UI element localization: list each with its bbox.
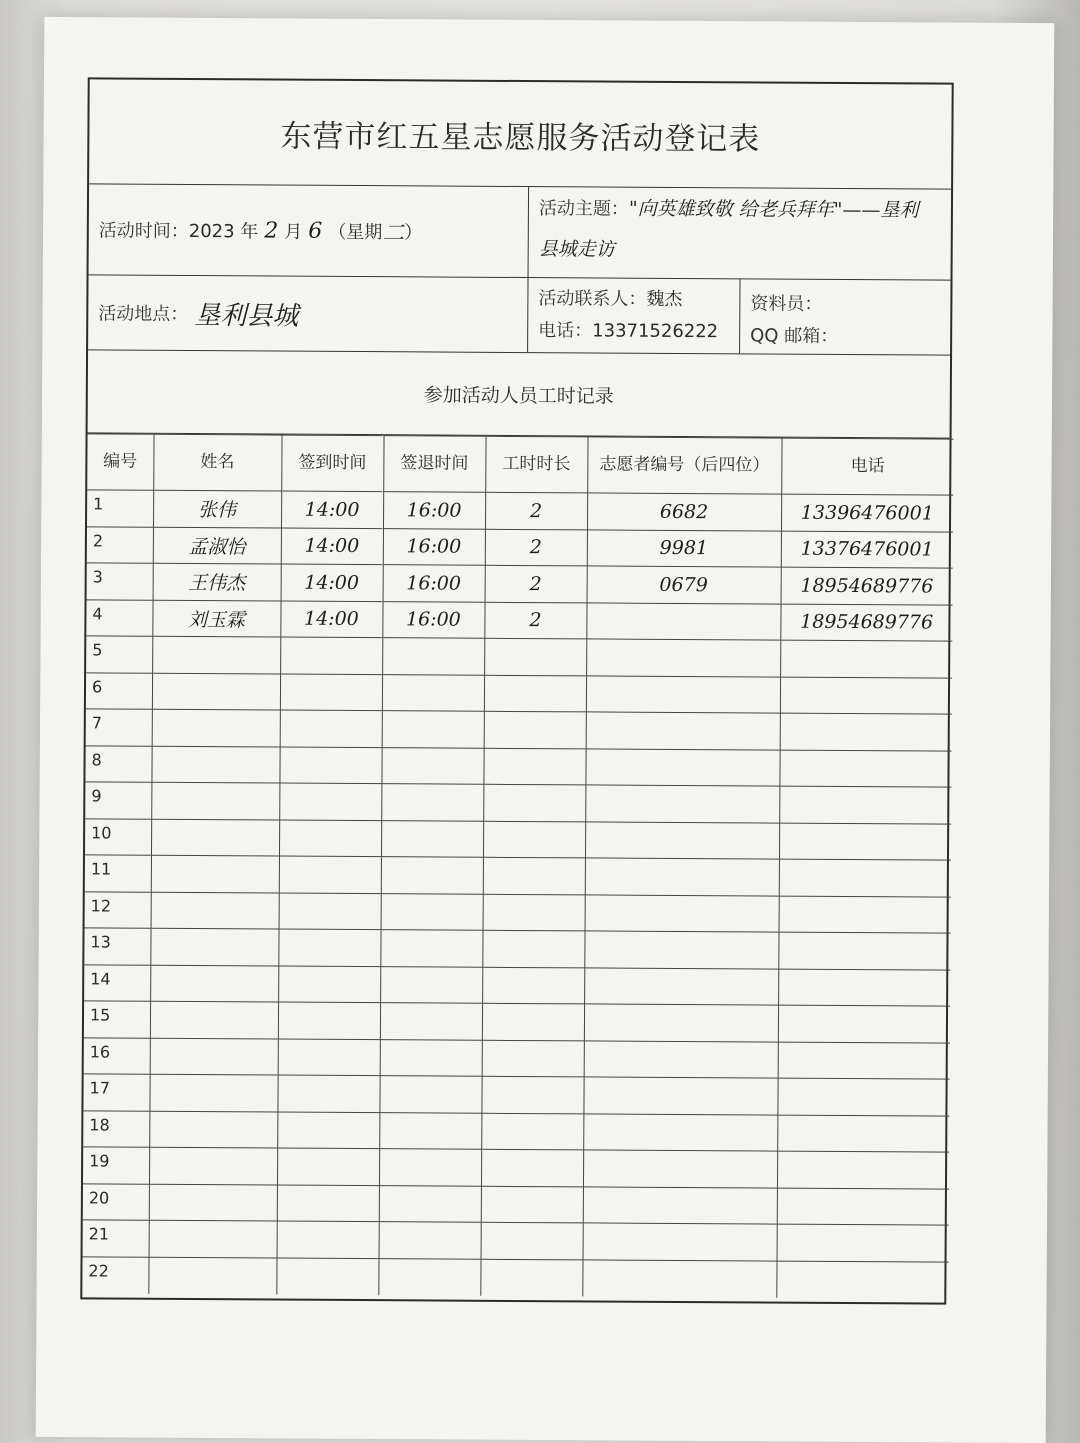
cell-no: 11 <box>85 855 151 892</box>
cell-phone <box>780 713 952 751</box>
contact-cell <box>528 278 740 353</box>
table-row <box>84 1037 950 1079</box>
cell-no: 14 <box>84 964 150 1001</box>
cell-no: 9 <box>85 782 151 819</box>
cell-phone: 18954689776 <box>781 567 953 605</box>
cell-vid <box>583 1077 777 1115</box>
cell-in <box>277 1148 379 1185</box>
cell-hours <box>484 675 586 712</box>
cell-phone <box>779 750 951 788</box>
cell-name <box>149 1111 277 1148</box>
volunteer-hours-table <box>82 433 953 1298</box>
cell-out <box>380 1039 482 1076</box>
activity-theme-line1: "向英雄致敬 给老兵拜年"——垦利 <box>628 197 919 222</box>
cell-name <box>151 819 279 856</box>
cell-in <box>279 783 381 820</box>
cell-vid <box>584 931 778 969</box>
cell-out <box>382 674 484 711</box>
cell-in <box>278 929 380 966</box>
table-row <box>83 1183 949 1225</box>
cell-name <box>152 636 280 673</box>
cell-hours: 2 <box>485 529 587 566</box>
table-body <box>82 490 953 1298</box>
cell-name <box>151 892 279 929</box>
cell-in: 14:00 <box>281 564 383 601</box>
activity-time-month: 2 <box>264 217 279 244</box>
cell-no: 1 <box>87 490 153 527</box>
contact-label: 活动联系人： <box>538 288 647 310</box>
column-header: 签退时间 <box>383 436 485 493</box>
cell-name <box>149 1184 277 1221</box>
cell-name: 刘玉霖 <box>152 600 280 637</box>
cell-phone <box>777 1115 949 1153</box>
cell-name <box>152 673 280 710</box>
table-row <box>87 526 953 568</box>
cell-out <box>382 711 484 748</box>
cell-hours: 2 <box>485 565 587 602</box>
column-header: 志愿者编号（后四位） <box>587 437 781 494</box>
activity-time-label: 活动时间： <box>98 220 189 242</box>
cell-vid <box>585 748 779 786</box>
cell-hours <box>483 894 585 931</box>
table-row <box>83 1074 949 1116</box>
cell-no: 19 <box>83 1147 149 1184</box>
cell-name <box>151 746 279 783</box>
cell-hours <box>482 967 584 1004</box>
cell-no: 4 <box>86 599 152 636</box>
cell-hours: 2 <box>484 602 586 639</box>
cell-hours <box>482 1040 584 1077</box>
cell-vid <box>586 675 780 713</box>
cell-no: 12 <box>85 891 151 928</box>
cell-no: 20 <box>83 1183 149 1220</box>
cell-hours <box>483 748 585 785</box>
table-row <box>85 745 951 787</box>
cell-vid <box>583 1150 777 1188</box>
cell-name <box>152 709 280 746</box>
table-row <box>85 818 951 860</box>
cell-out <box>378 1258 480 1295</box>
cell-phone <box>778 969 950 1007</box>
cell-no: 6 <box>86 672 152 709</box>
activity-time-cell <box>89 184 530 277</box>
cell-in <box>277 1185 379 1222</box>
table-row <box>82 1256 948 1298</box>
cell-out: 16:00 <box>383 528 485 565</box>
cell-in <box>277 1221 379 1258</box>
cell-out <box>380 1003 482 1040</box>
contact-phone-label: 电话： <box>538 320 593 342</box>
cell-name <box>149 1074 277 1111</box>
cell-in <box>279 893 381 930</box>
cell-out <box>379 1185 481 1222</box>
cell-hours: 2 <box>485 492 587 529</box>
cell-out: 16:00 <box>383 565 485 602</box>
cell-phone: 13376476001 <box>781 531 953 569</box>
activity-time-weekday: 二 <box>382 220 405 246</box>
cell-vid <box>583 1186 777 1224</box>
table-row <box>86 672 952 714</box>
cell-vid <box>585 858 779 896</box>
cell-out <box>380 930 482 967</box>
cell-phone <box>778 932 950 970</box>
cell-hours <box>483 784 585 821</box>
cell-no: 17 <box>83 1074 149 1111</box>
cell-no: 22 <box>82 1256 148 1293</box>
activity-theme-cell <box>529 187 952 280</box>
cell-vid <box>584 1040 778 1078</box>
cell-in <box>280 674 382 711</box>
cell-out <box>380 966 482 1003</box>
contact-phone: 13371526222 <box>592 320 719 343</box>
activity-time-year: 2023 年 <box>188 220 259 243</box>
cell-out <box>379 1222 481 1259</box>
table-row <box>84 928 950 970</box>
contact-name: 魏杰 <box>646 288 683 311</box>
cell-in <box>278 1002 380 1039</box>
cell-name: 孟淑怡 <box>153 527 281 564</box>
cell-name <box>150 965 278 1002</box>
cell-vid <box>586 712 780 750</box>
cell-vid <box>585 821 779 859</box>
column-header: 签到时间 <box>281 435 383 492</box>
cell-in <box>280 710 382 747</box>
activity-time-day: 6 <box>308 218 323 244</box>
cell-vid <box>584 1004 778 1042</box>
cell-no: 13 <box>84 928 150 965</box>
cell-vid: 0679 <box>587 566 781 604</box>
cell-phone <box>776 1261 948 1299</box>
cell-hours <box>484 638 586 675</box>
cell-out <box>379 1112 481 1149</box>
cell-phone <box>779 823 951 861</box>
cell-out <box>381 857 483 894</box>
cell-phone <box>780 640 952 678</box>
cell-vid <box>584 967 778 1005</box>
cell-vid <box>585 894 779 932</box>
column-header: 姓名 <box>153 434 281 491</box>
cell-no: 15 <box>84 1001 150 1038</box>
registration-form <box>80 77 953 1304</box>
cell-name <box>150 1001 278 1038</box>
cell-hours <box>482 1003 584 1040</box>
table-header-row <box>87 434 953 495</box>
cell-phone <box>777 1188 949 1226</box>
table-row <box>86 636 952 678</box>
cell-name <box>149 1147 277 1184</box>
table-row <box>85 891 951 933</box>
cell-name <box>150 1038 278 1075</box>
activity-place-cell <box>88 275 528 352</box>
table-row <box>84 964 950 1006</box>
cell-out: 16:00 <box>383 492 485 529</box>
cell-phone <box>777 1224 949 1262</box>
cell-name <box>148 1257 276 1294</box>
cell-vid <box>583 1113 777 1151</box>
cell-no: 3 <box>87 563 153 600</box>
cell-no: 21 <box>83 1220 149 1257</box>
cell-in <box>277 1075 379 1112</box>
cell-no: 2 <box>87 526 153 563</box>
cell-out <box>379 1076 481 1113</box>
cell-vid <box>586 602 780 640</box>
cell-phone <box>778 1005 950 1043</box>
cell-phone: 13396476001 <box>781 494 953 532</box>
cell-name <box>150 928 278 965</box>
table-row <box>85 855 951 897</box>
table-row <box>86 709 952 751</box>
cell-phone <box>779 786 951 824</box>
cell-in: 14:00 <box>281 491 383 528</box>
cell-name <box>149 1220 277 1257</box>
cell-phone: 18954689776 <box>780 604 952 642</box>
cell-no: 16 <box>84 1037 150 1074</box>
column-header: 电话 <box>781 438 953 495</box>
cell-vid <box>582 1259 776 1297</box>
activity-theme-label: 活动主题： <box>538 198 630 220</box>
cell-hours <box>481 1222 583 1259</box>
cell-out <box>381 820 483 857</box>
info-row-place-contact <box>88 275 950 355</box>
table-row <box>86 599 952 641</box>
cell-no: 8 <box>85 745 151 782</box>
cell-in <box>276 1258 378 1295</box>
cell-hours <box>481 1186 583 1223</box>
table-row <box>87 490 953 532</box>
cell-hours <box>480 1259 582 1296</box>
cell-hours <box>484 711 586 748</box>
column-header: 编号 <box>87 434 153 490</box>
cell-name: 张伟 <box>153 490 281 527</box>
section-title: 参加活动人员工时记录 <box>88 350 950 438</box>
table-row <box>83 1147 949 1189</box>
cell-out <box>381 893 483 930</box>
cell-in <box>278 966 380 1003</box>
material-label: 资料员： <box>750 293 823 315</box>
cell-vid: 9981 <box>587 529 781 567</box>
cell-name <box>151 855 279 892</box>
cell-no: 5 <box>86 636 152 673</box>
activity-time-month-unit: 月 <box>284 221 303 243</box>
cell-in <box>279 747 381 784</box>
cell-hours <box>482 930 584 967</box>
cell-in <box>279 856 381 893</box>
cell-name <box>151 782 279 819</box>
cell-in: 14:00 <box>280 601 382 638</box>
cell-no: 10 <box>85 818 151 855</box>
cell-in <box>279 820 381 857</box>
table-row <box>83 1110 949 1152</box>
cell-vid: 6682 <box>587 493 781 531</box>
cell-out <box>379 1149 481 1186</box>
cell-phone <box>777 1078 949 1116</box>
cell-hours <box>483 821 585 858</box>
activity-place-label: 活动地点： <box>98 303 189 325</box>
cell-in <box>277 1112 379 1149</box>
cell-phone <box>780 677 952 715</box>
activity-time-weekday-open: （星期 <box>328 221 383 244</box>
table-row <box>87 563 953 605</box>
cell-hours <box>481 1149 583 1186</box>
cell-name: 王伟杰 <box>153 563 281 600</box>
activity-theme-line2: 县城走访 <box>538 238 615 261</box>
cell-phone <box>777 1151 949 1189</box>
cell-out <box>381 747 483 784</box>
cell-phone <box>778 1042 950 1080</box>
column-header: 工时时长 <box>485 436 587 493</box>
cell-vid <box>585 785 779 823</box>
cell-out: 16:00 <box>382 601 484 638</box>
material-cell <box>740 279 950 354</box>
table-row <box>85 782 951 824</box>
activity-time-weekday-close: ） <box>404 222 423 244</box>
cell-vid <box>586 639 780 677</box>
cell-hours <box>481 1113 583 1150</box>
cell-hours <box>481 1076 583 1113</box>
cell-no: 7 <box>86 709 152 746</box>
activity-place-value: 垦利县城 <box>194 300 299 332</box>
cell-in <box>278 1039 380 1076</box>
table-row <box>84 1001 950 1043</box>
table-row <box>83 1220 949 1262</box>
cell-out <box>382 638 484 675</box>
cell-no: 18 <box>83 1110 149 1147</box>
cell-phone <box>779 896 951 934</box>
info-row-time-theme <box>89 184 952 280</box>
cell-hours <box>483 857 585 894</box>
form-title: 东营市红五星志愿服务活动登记表 <box>89 79 952 189</box>
cell-phone <box>779 859 951 897</box>
cell-out <box>381 784 483 821</box>
qq-label: QQ 邮箱： <box>750 325 839 347</box>
cell-in <box>280 637 382 674</box>
cell-in: 14:00 <box>281 528 383 565</box>
cell-vid <box>583 1223 777 1261</box>
